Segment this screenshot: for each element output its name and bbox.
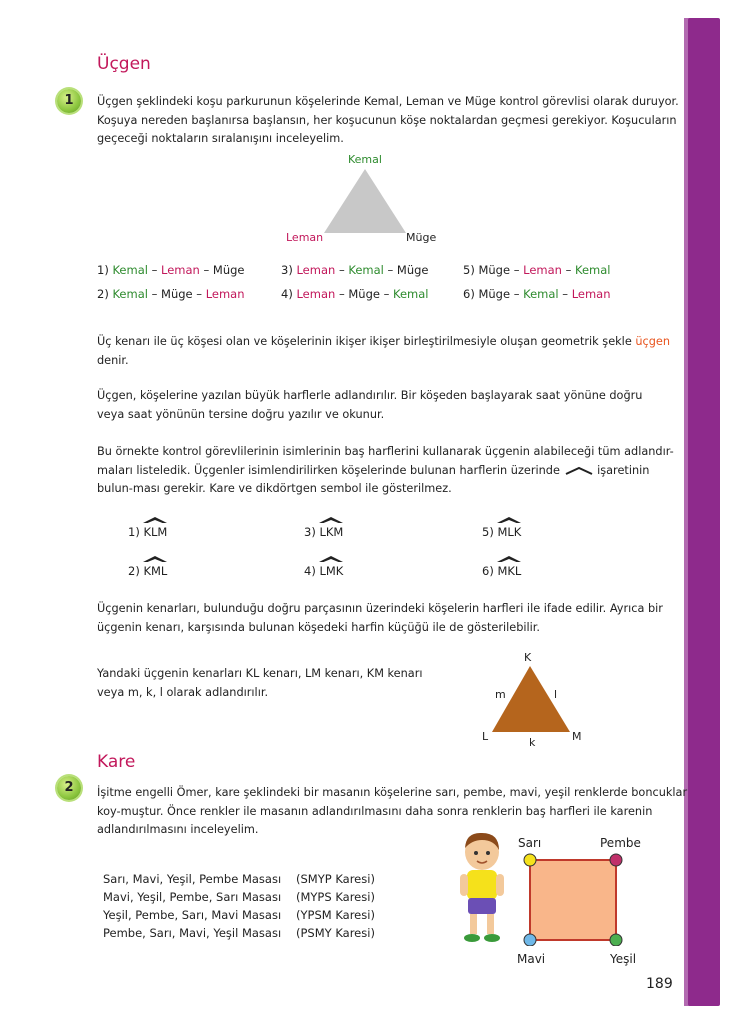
triangle-name-1: 1) KLM — [128, 522, 167, 539]
section-number-badge-2: 2 — [57, 776, 81, 800]
vertex-m: M — [572, 730, 582, 743]
triangle-sides-example: Yandaki üçgenin kenarları KL kenarı, LM kenarı, KM kenarı veya m, k, l olarak adlandırılır. — [97, 667, 423, 699]
triangle-definition: Üç kenarı ile üç köşesi olan ve köşelerinin ikişer ikişer birleştirilmesiyle oluşan geometrik şekle üçgen denir. — [97, 335, 671, 367]
side-l: l — [554, 688, 558, 701]
corner-label-yesil: Yeşil — [610, 952, 637, 966]
corner-label-mavi: Mavi — [517, 952, 546, 966]
bead-pink — [610, 854, 622, 866]
triangle-label-leman: Leman — [286, 231, 324, 244]
corner-label-sari: Sarı — [518, 836, 542, 850]
triangle-sides-paragraph: Üçgenin kenarları, bulunduğu doğru parçasının üzerindeki köşelerin harfleri ile ifade edilir. Ayrıca bir üçgenin kenarı, karşısında bulunan köşedeki harfin küçüğü ile de gösterilebilir. — [97, 602, 663, 634]
triangle-name-4: 4) LMK — [304, 561, 343, 578]
bead-yellow — [524, 854, 536, 866]
square-code-4: (PSMY Karesi) — [296, 926, 375, 940]
runner-triangle — [320, 165, 410, 237]
boy-illustration — [452, 828, 512, 948]
section-title-square: Kare — [97, 752, 136, 772]
section-title-triangle: Üçgen — [97, 54, 151, 74]
square-code-3: (YPSM Karesi) — [296, 908, 375, 922]
square-name-row-1: Sarı, Mavi, Yeşil, Pembe Masası — [103, 872, 282, 886]
section-number-badge-1: 1 — [57, 89, 81, 113]
table-square — [530, 860, 616, 940]
vertex-l: L — [482, 730, 489, 743]
runner-triangle-shape — [324, 169, 406, 233]
square-code-2: (MYPS Karesi) — [296, 890, 375, 904]
route-1: 1) Kemal – Leman – Müge — [97, 263, 245, 277]
route-6: 6) Müge – Kemal – Leman — [463, 287, 611, 301]
hat-symbol-icon — [564, 466, 594, 476]
square-name-row-4: Pembe, Sarı, Mavi, Yeşil Masası — [103, 926, 282, 940]
triangle-name-3: 3) LKM — [304, 522, 343, 539]
square-code-1: (SMYP Karesi) — [296, 872, 375, 886]
triangle-name-6: 6) MKL — [482, 561, 521, 578]
route-5: 5) Müge – Leman – Kemal — [463, 263, 611, 277]
route-3: 3) Leman – Kemal – Müge — [281, 263, 429, 277]
side-m: m — [495, 688, 506, 701]
corner-label-pembe: Pembe — [600, 836, 641, 850]
page-number: 189 — [646, 976, 673, 992]
triangle-name-2: 2) KML — [128, 561, 167, 578]
bead-blue — [524, 934, 536, 946]
triangle-label-kemal: Kemal — [348, 153, 382, 166]
bead-green — [610, 934, 622, 946]
square-name-row-2: Mavi, Yeşil, Pembe, Sarı Masası — [103, 890, 282, 904]
route-2: 2) Kemal – Müge – Leman — [97, 287, 245, 301]
route-4: 4) Leman – Müge – Kemal — [281, 287, 429, 301]
triangle-label-muge: Müge — [406, 231, 437, 244]
vertex-k: K — [524, 651, 532, 664]
side-k: k — [529, 736, 536, 749]
page-edge-sidebar — [688, 18, 720, 1006]
triangle-example-paragraph: Bu örnekte kontrol görevlilerinin isimlerinin baş harflerini kullanarak üçgenin alabileceği tüm adlandır-maları listeledik. Üçgenler isimlendirilirken köşelerinde bulunan harflerin üzerinde işaretinin bulun-ması gerekir. Kare ve dikdörtgen sembol ile gösterilmez. — [97, 445, 674, 495]
square-intro-paragraph: İşitme engelli Ömer, kare şeklindeki bir masanın köşelerine sarı, pembe, mavi, yeşil renklerde boncuklar koy-muştur. Önce renkler ile masanın adlandırılmasını daha sonra renklerin baş harfleri ile karenin adlandırılmasını inceleyelim. — [97, 786, 688, 836]
triangle-intro-paragraph: Üçgen şeklindeki koşu parkurunun köşelerinde Kemal, Leman ve Müge kontrol görevlisi olarak duruyor. Koşuya nereden başlanırsa başlansın, her koşucunun köşe noktalardan geçmesi gerekiyor. Koşucuların geçeceği noktaların sıralanışını inceleyelim. — [97, 95, 679, 145]
bead-square — [520, 852, 624, 946]
square-name-row-3: Yeşil, Pembe, Sarı, Mavi Masası — [103, 908, 282, 922]
triangle-name-5: 5) MLK — [482, 522, 521, 539]
triangle-naming-paragraph: Üçgen, köşelerine yazılan büyük harflerle adlandırılır. Bir köşeden başlayarak saat yönüne doğru veya saat yönünün tersine doğru yazılır ve okunur. — [97, 389, 643, 421]
